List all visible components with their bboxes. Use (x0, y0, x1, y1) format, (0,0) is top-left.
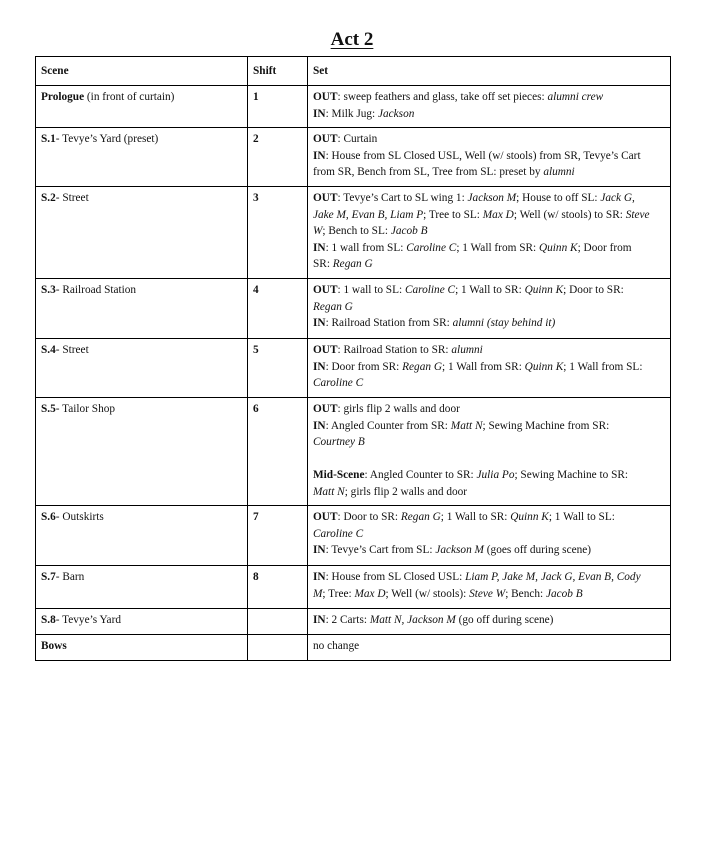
set-line (313, 106, 666, 123)
set-line (313, 240, 666, 257)
set-line (313, 638, 666, 655)
crew-name: Quinn K (524, 360, 564, 373)
set-text: : Railroad Station from SR: (325, 317, 453, 329)
set-line (313, 315, 666, 332)
scene-cell (36, 635, 248, 661)
set-text: ; House to off SL: (516, 192, 601, 204)
scene-cell (36, 398, 248, 506)
set-keyword: IN (313, 317, 326, 329)
set-line (313, 190, 666, 207)
set-keyword: OUT (313, 192, 338, 204)
crew-name: alumni (451, 344, 483, 356)
crew-name: Jackson M (467, 192, 517, 204)
set-instructions (308, 279, 671, 339)
crew-name: Matt N, Jackson M (369, 614, 456, 626)
table-header-row (36, 57, 671, 86)
set-keyword: OUT (313, 133, 338, 145)
set-line (313, 401, 666, 418)
set-text: (goes off during scene) (483, 544, 592, 556)
shift-table (35, 56, 671, 661)
column-header-set: Set (308, 57, 671, 86)
column-header-scene: Scene (36, 57, 248, 86)
set-line (313, 612, 666, 629)
set-keyword: IN (313, 614, 326, 626)
scene-code: Bows (41, 640, 67, 652)
set-line (313, 89, 666, 106)
set-text: : Angled Counter to SR: (364, 469, 477, 481)
shift-number (248, 609, 308, 635)
set-line (313, 526, 666, 543)
crew-name: Caroline C (313, 527, 364, 540)
set-text: : Tevye’s Cart to SL wing 1: (337, 192, 468, 204)
crew-name: Regan G (313, 300, 353, 313)
crew-name: Matt N (450, 419, 483, 432)
scene-name: - Street (55, 344, 89, 356)
set-text: : House from SL Closed USL: (325, 571, 466, 583)
shift-number: 7 (248, 506, 308, 566)
crew-name: Steve W (469, 587, 506, 600)
set-line (313, 359, 666, 376)
scene-name: - Tailor Shop (55, 403, 116, 415)
set-line (313, 299, 666, 316)
scene-code: S.4 (41, 344, 56, 356)
set-text: ; 1 Wall to SR: (455, 284, 525, 296)
set-line (313, 586, 666, 603)
scene-cell (36, 279, 248, 339)
set-keyword: OUT (313, 511, 338, 523)
set-text: : House from SL Closed USL, Well (w/ stools) from SR, Tevye’s Cart (325, 149, 641, 162)
crew-name: Max D (354, 587, 386, 600)
crew-name: Jacob B (390, 225, 428, 237)
set-keyword: OUT (313, 284, 338, 296)
set-text: ; Sewing Machine to SR: (514, 469, 629, 481)
set-line (313, 509, 666, 526)
set-text: no change (313, 640, 360, 652)
scene-cell (36, 128, 248, 187)
set-keyword: OUT (313, 403, 338, 415)
crew-name: alumni crew (547, 91, 604, 103)
scene-code: S.5 (41, 403, 56, 415)
set-text: ; 1 Wall from SR: (456, 241, 539, 254)
set-text: ; Bench to SL: (322, 225, 391, 237)
set-keyword: IN (313, 360, 326, 373)
shift-number: 1 (248, 86, 308, 128)
set-instructions (308, 339, 671, 398)
set-instructions (308, 635, 671, 661)
shift-number: 2 (248, 128, 308, 187)
set-line (313, 418, 666, 435)
set-text: ; Well (w/ stools): (385, 587, 470, 600)
set-line (313, 207, 666, 224)
scene-name: (in front of curtain) (84, 91, 175, 103)
set-text: ; 1 Wall from SR: (441, 360, 525, 373)
set-line (313, 342, 666, 359)
scene-cell (36, 86, 248, 128)
table-row (36, 609, 671, 635)
scene-cell (36, 339, 248, 398)
set-line (313, 256, 666, 273)
crew-name: Max D (482, 208, 514, 221)
set-keyword: IN (313, 571, 326, 583)
table-row (36, 187, 671, 279)
set-line (313, 542, 666, 559)
column-header-shift: Shift (248, 57, 308, 86)
set-text: ; Door to SR: (563, 284, 624, 296)
scene-cell (36, 506, 248, 566)
set-text: ; Tree: (322, 587, 355, 600)
scene-name: - Street (55, 192, 89, 204)
set-line (313, 131, 666, 148)
table-row (36, 635, 671, 661)
page-title: Act 2 (330, 29, 374, 50)
set-keyword: IN (313, 544, 326, 556)
crew-name: Jackson M (435, 544, 484, 556)
set-text: : Tevye’s Cart from SL: (325, 544, 436, 556)
scene-code: S.1 (41, 133, 56, 145)
set-text: : girls flip 2 walls and door (337, 403, 460, 415)
crew-name: Liam P, Jake M, Jack G, Evan B, Cody (465, 571, 641, 583)
set-text: : Angled Counter from SR: (325, 419, 451, 432)
table-row (36, 339, 671, 398)
crew-name: Steve (625, 208, 650, 221)
set-instructions (308, 187, 671, 279)
set-keyword: IN (313, 419, 326, 432)
set-text: ; Tree to SL: (423, 208, 483, 221)
crew-name: Regan G (332, 258, 373, 270)
set-text: ; girls flip 2 walls and door (344, 485, 468, 498)
scene-name: - Barn (55, 571, 85, 583)
crew-name: Quinn K (524, 284, 564, 296)
table-row (36, 86, 671, 128)
scene-cell (36, 566, 248, 609)
set-keyword: IN (313, 241, 326, 254)
set-line (313, 148, 666, 165)
set-instructions (308, 609, 671, 635)
crew-name: W (313, 225, 323, 237)
set-line (313, 569, 666, 586)
crew-name: Jake M, Evan B, Liam P (313, 208, 424, 221)
shift-number (248, 635, 308, 661)
crew-name: Regan G (400, 511, 441, 523)
scene-code: S.7 (41, 571, 56, 583)
set-text: SR: (313, 258, 333, 270)
crew-name: Jack G, (600, 192, 635, 204)
crew-name: Regan G (402, 360, 442, 373)
set-text: : 1 wall from SL: (325, 241, 407, 254)
set-text: ; Door from (577, 241, 632, 254)
table-row (36, 506, 671, 566)
crew-name: alumni (stay behind it) (452, 317, 556, 329)
scene-code: S.3 (41, 284, 56, 296)
set-keyword: IN (313, 107, 326, 120)
scene-name: - Tevye’s Yard (preset) (55, 133, 159, 145)
set-line (313, 434, 666, 451)
set-keyword: OUT (313, 344, 338, 356)
set-keyword: OUT (313, 91, 338, 103)
set-line (313, 223, 666, 240)
set-instructions (308, 566, 671, 609)
scene-name: - Tevye’s Yard (55, 614, 121, 626)
shift-number: 8 (248, 566, 308, 609)
set-text: ; 1 Wall to SR: (440, 511, 511, 523)
scene-cell (36, 187, 248, 279)
set-keyword: IN (313, 149, 326, 162)
set-text: : 2 Carts: (325, 614, 370, 626)
crew-name: Jackson (377, 107, 415, 120)
shift-number: 3 (248, 187, 308, 279)
set-text: : sweep feathers and glass, take off set pieces: (337, 91, 548, 103)
set-line (313, 467, 666, 484)
set-text: : 1 wall to SL: (337, 284, 405, 296)
scene-name: - Outskirts (55, 511, 104, 523)
set-instructions (308, 506, 671, 566)
set-text: : Door to SR: (337, 511, 401, 523)
table-row (36, 128, 671, 187)
set-text: from SR, Bench from SL, Tree from SL: preset by (313, 166, 544, 178)
crew-name: Julia Po (476, 469, 515, 481)
set-line (313, 484, 666, 501)
set-instructions (308, 128, 671, 187)
crew-name: Courtney B (313, 436, 365, 448)
crew-name: Quinn K (510, 511, 549, 523)
line-gap (313, 451, 666, 468)
crew-name: Caroline C (313, 377, 364, 389)
scene-code: S.8 (41, 614, 56, 626)
crew-name: Caroline C (404, 284, 456, 296)
set-text: ; Well (w/ stools) to SR: (513, 208, 626, 221)
crew-name: M (313, 587, 323, 600)
table-row (36, 398, 671, 506)
scene-cell (36, 609, 248, 635)
set-text: : Railroad Station to SR: (337, 344, 452, 356)
set-text: : Curtain (337, 133, 378, 145)
crew-name: alumni (543, 166, 575, 178)
set-line (313, 282, 666, 299)
table-row (36, 566, 671, 609)
crew-name: Caroline C (406, 241, 457, 254)
set-text: ; 1 Wall to SL: (548, 511, 615, 523)
shift-number: 4 (248, 279, 308, 339)
scene-name: - Railroad Station (55, 284, 137, 296)
crew-name: Quinn K (538, 241, 578, 254)
set-line (313, 164, 666, 181)
shift-number: 5 (248, 339, 308, 398)
scene-code: S.2 (41, 192, 56, 204)
set-text: : Door from SR: (325, 360, 403, 373)
set-keyword: Mid-Scene (313, 469, 365, 481)
set-text: ; Sewing Machine from SR: (482, 419, 610, 432)
set-text: ; 1 Wall from SL: (563, 360, 643, 373)
scene-code: S.6 (41, 511, 56, 523)
crew-name: Jacob B (545, 587, 583, 600)
crew-name: Matt N (313, 485, 345, 498)
table-row (36, 279, 671, 339)
set-line (313, 375, 666, 392)
set-text: (go off during scene) (455, 614, 554, 626)
set-instructions (308, 86, 671, 128)
scene-code: Prologue (41, 91, 85, 103)
set-text: : Milk Jug: (325, 107, 378, 120)
shift-number: 6 (248, 398, 308, 506)
set-text: ; Bench: (505, 587, 546, 600)
set-instructions (308, 398, 671, 506)
